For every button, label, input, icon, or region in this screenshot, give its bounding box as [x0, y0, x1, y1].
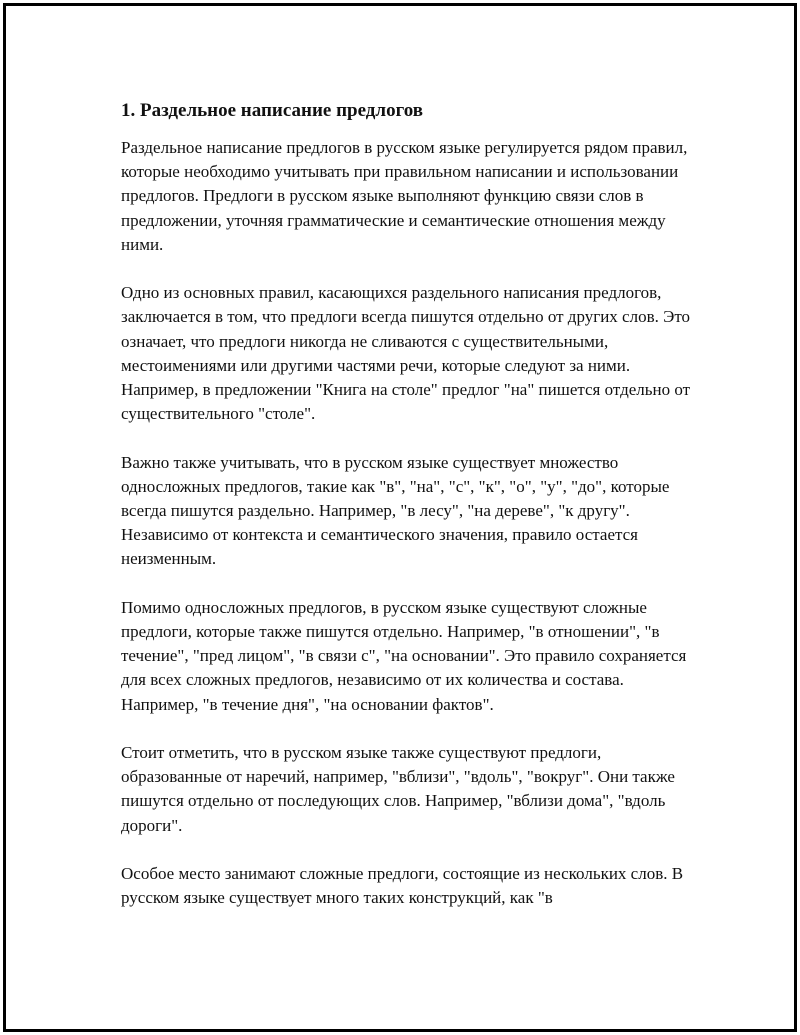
- paragraph-3: Важно также учитывать, что в русском языке существует множество односложных предлогов, такие как "в", "на", "с", "к", "о", "у", "до", которые всегда пишутся раздельно. Например, "в лесу", "на дереве", "к другу". Независимо от контекста и семантического значения, правило остается неизменным.: [121, 452, 670, 569]
- paragraph-2: Одно из основных правил, касающихся раздельного написания предлогов, заключается в том, что предлоги всегда пишутся отдельно от других слов. Это означает, что предлоги никогда не сливаются с существительными, местоимениями или другими частями речи, которые следуют за ними. Например, в предложении "Книга на столе" предлог "на" пишется отдельно от существительного "столе".: [121, 283, 691, 424]
- document-body: [121, 98, 691, 935]
- paragraph-4: Помимо односложных предлогов, в русском языке существуют сложные предлоги, которые также пишутся отдельно. Например, "в отношении", "в течение", "пред лицом", "в связи с", "на основании". Это правило сохраняется для всех сложных предлогов, независимо от их количества и состава. Например, "в течение дня", "на основании фактов".: [121, 597, 687, 714]
- paragraph-5: Стоит отметить, что в русском языке также существуют предлоги, образованные от наречий, например, "вблизи", "вдоль", "вокруг". Они также пишутся отдельно от последующих слов. Например, "вблизи дома", "вдоль дороги".: [121, 743, 675, 835]
- page-frame: [3, 3, 797, 1032]
- section-heading: 1. Раздельное написание предлогов: [121, 100, 424, 121]
- paragraph-6: Особое место занимают сложные предлоги, состоящие из нескольких слов. В русском языке существует много таких конструкций, как "в: [121, 864, 684, 908]
- paragraph-1: Раздельное написание предлогов в русском языке регулируется рядом правил, которые необходимо учитывать при правильном написании и использовании предлогов. Предлоги в русском языке выполняют функцию связи слов в предложении, уточняя грамматические и семантические отношения между ними.: [121, 138, 688, 254]
